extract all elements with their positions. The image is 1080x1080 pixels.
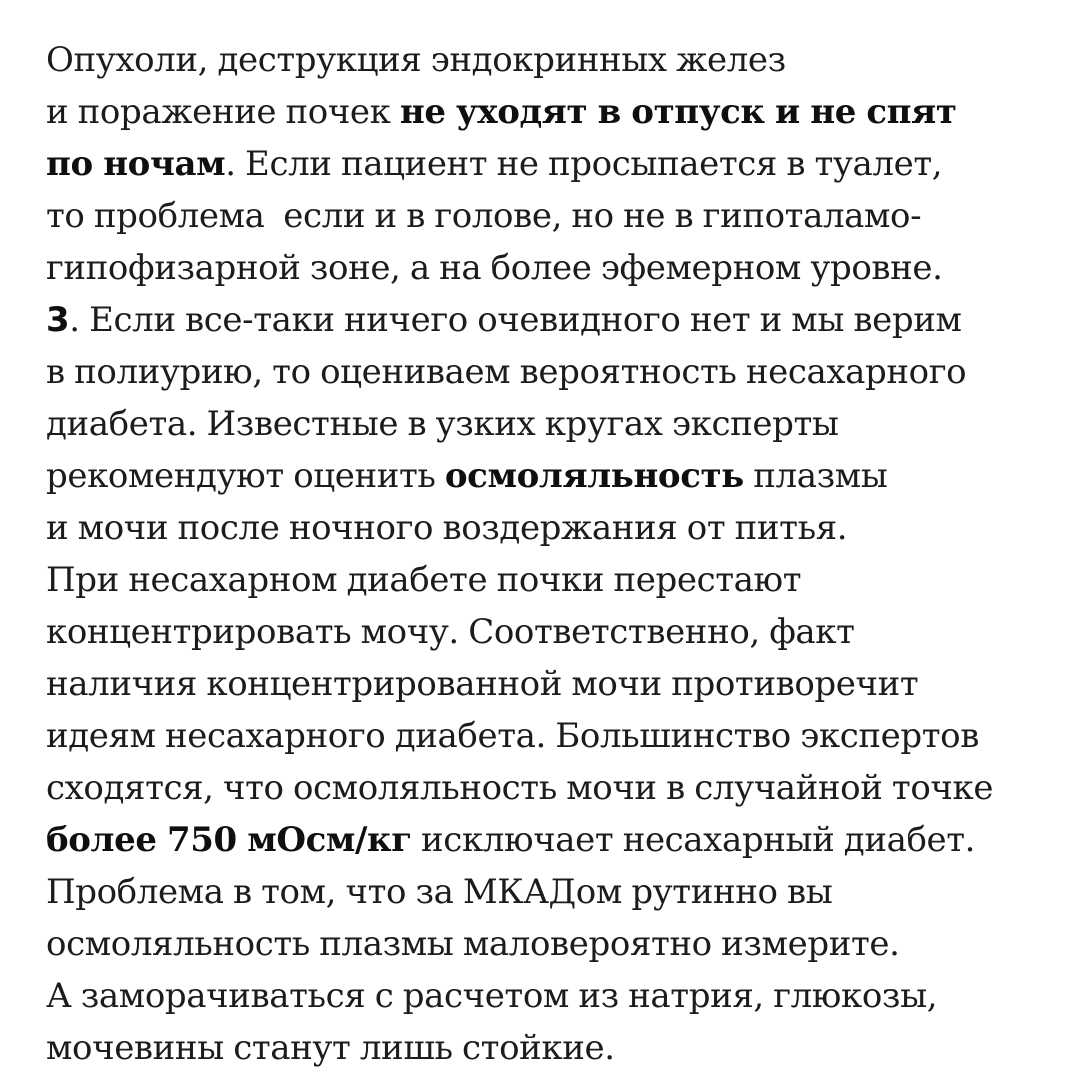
text-line [46, 190, 1066, 242]
text-segment: диабета. Известные в узких кругах эксперты [46, 404, 839, 444]
text-line [46, 34, 1066, 86]
text-segment: . Если все-таки ничего очевидного нет и мы верим [69, 300, 962, 340]
text-line [46, 658, 1066, 710]
text-segment: . Если пациент не просыпается в туалет, [225, 144, 943, 184]
text-segment: рекомендуют оценить [46, 456, 445, 496]
bold-text-segment: не уходят в отпуск и не спят [399, 92, 957, 132]
text-line [46, 918, 1066, 970]
bold-text-segment: более 750 мОсм/кг [46, 820, 412, 860]
text-line [46, 294, 1066, 346]
paragraph-diabetes-insipidus [46, 294, 1066, 1074]
text-segment: мочевины станут лишь стойкие. [46, 1028, 615, 1068]
text-line [46, 450, 1066, 502]
text-line [46, 346, 1066, 398]
text-segment: осмоляльность плазмы маловероятно измерите. [46, 924, 900, 964]
text-segment: идеям несахарного диабета. Большинство экспертов [46, 716, 979, 756]
bold-text-segment: осмоляльность [444, 456, 744, 496]
text-line [46, 866, 1066, 918]
text-line [46, 606, 1066, 658]
text-line [46, 138, 1066, 190]
bold-text-segment: 3 [46, 300, 70, 340]
text-line [46, 398, 1066, 450]
text-segment: то проблема если и в голове, но не в гипоталамо- [46, 196, 922, 236]
bold-text-segment: по ночам [46, 144, 226, 184]
text-line [46, 502, 1066, 554]
text-line [46, 86, 1066, 138]
text-segment: в полиурию, то оцениваем вероятность несахарного [46, 352, 967, 392]
text-line [46, 814, 1066, 866]
text-line [46, 970, 1066, 1022]
text-segment: гипофизарной зоне, а на более эфемерном уровне. [46, 248, 943, 288]
text-segment: концентрировать мочу. Соответственно, факт [46, 612, 855, 652]
text-segment: Проблема в том, что за МКАДом рутинно вы [46, 872, 833, 912]
text-segment: и мочи после ночного воздержания от питья. [46, 508, 848, 548]
text-segment: сходятся, что осмоляльность мочи в случайной точке [46, 768, 994, 808]
text-line [46, 554, 1066, 606]
document-page [46, 34, 1066, 1074]
text-segment: плазмы [743, 456, 888, 496]
text-line [46, 710, 1066, 762]
text-line [46, 1022, 1066, 1074]
text-segment: наличия концентрированной мочи противоречит [46, 664, 919, 704]
text-segment: Опухоли, деструкция эндокринных желез [46, 40, 786, 80]
text-line [46, 242, 1066, 294]
text-segment: и поражение почек [46, 92, 400, 132]
text-line [46, 762, 1066, 814]
text-segment: А заморачиваться с расчетом из натрия, глюкозы, [46, 976, 938, 1016]
paragraph-tumors-kidneys [46, 34, 1066, 294]
text-segment: При несахарном диабете почки перестают [46, 560, 802, 600]
text-segment: исключает несахарный диабет. [411, 820, 976, 860]
